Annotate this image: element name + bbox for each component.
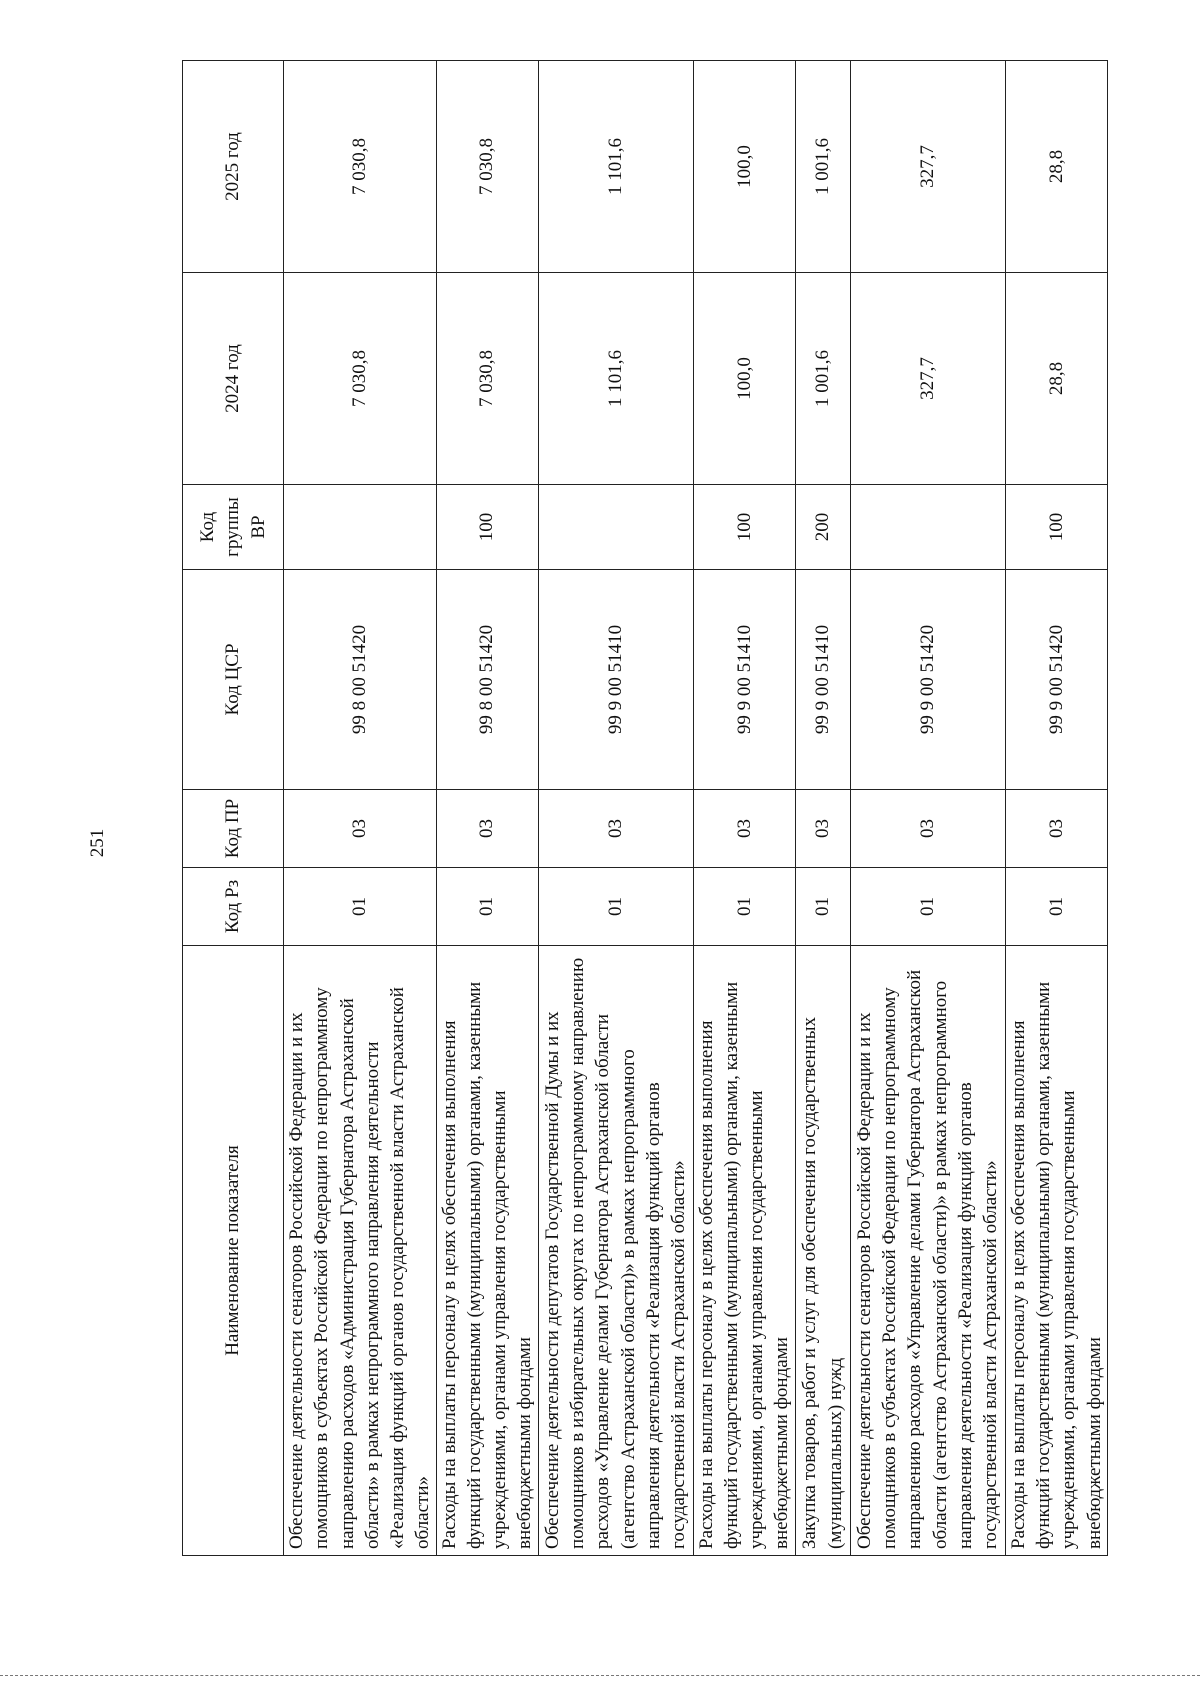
table-row xyxy=(538,61,693,1556)
row-name: Обеспечение деятельности депутатов Государственной Думы и их помощников в избирательных округах по непрограммному направлению расходов «Управление делами Губернатора Астраханской области (агентство Астраханской области)» в рамках непрограммного направления деятельности «Реализация функций органов государственной власти Астраханской области» xyxy=(538,946,693,1556)
row-csr: 99 8 00 51420 xyxy=(284,570,437,790)
row-pr: 03 xyxy=(693,790,795,868)
row-2025: 7 030,8 xyxy=(284,61,437,273)
rotated-table-container xyxy=(182,61,1105,1556)
row-name: Закупка товаров, работ и услуг для обеспечения государственных (муниципальных) нужд xyxy=(795,946,850,1556)
row-pr: 03 xyxy=(284,790,437,868)
row-rz: 01 xyxy=(693,868,795,946)
row-name: Расходы на выплаты персоналу в целях обеспечения выполнения функций государственными (муниципальными) органами, казенными учреждениями, органами управления государственными внебюджетными фондами xyxy=(693,946,795,1556)
header-vr: Код группы ВР xyxy=(183,485,284,570)
table-row xyxy=(1005,61,1107,1556)
budget-table xyxy=(182,60,1108,1556)
row-pr: 03 xyxy=(850,790,1005,868)
row-csr: 99 9 00 51420 xyxy=(1005,570,1107,790)
row-pr: 03 xyxy=(795,790,850,868)
row-2024: 327,7 xyxy=(850,273,1005,485)
row-2024: 7 030,8 xyxy=(436,273,538,485)
row-vr xyxy=(284,485,437,570)
row-2025: 28,8 xyxy=(1005,61,1107,273)
row-vr xyxy=(850,485,1005,570)
row-name: Обеспечение деятельности сенаторов Российской Федерации и их помощников в субъектах Российской Федерации по непрограммному направлению расходов «Управление делами Губернатора Астраханской области (агентство Астраханской области)» в рамках непрограммного направления деятельности «Реализация функций органов государственной власти Астраханской области» xyxy=(850,946,1005,1556)
table-row xyxy=(436,61,538,1556)
row-csr: 99 9 00 51410 xyxy=(795,570,850,790)
table-row xyxy=(795,61,850,1556)
row-rz: 01 xyxy=(1005,868,1107,946)
row-rz: 01 xyxy=(436,868,538,946)
row-2025: 100,0 xyxy=(693,61,795,273)
row-csr: 99 9 00 51410 xyxy=(693,570,795,790)
row-2024: 28,8 xyxy=(1005,273,1107,485)
row-2025: 1 001,6 xyxy=(795,61,850,273)
row-2025: 1 101,6 xyxy=(538,61,693,273)
row-vr: 200 xyxy=(795,485,850,570)
table-header-row xyxy=(183,61,284,1556)
row-2024: 7 030,8 xyxy=(284,273,437,485)
row-name: Расходы на выплаты персоналу в целях обеспечения выполнения функций государственными (муниципальными) органами, казенными учреждениями, органами управления государственными внебюджетными фондами xyxy=(436,946,538,1556)
row-rz: 01 xyxy=(538,868,693,946)
row-pr: 03 xyxy=(436,790,538,868)
row-2025: 327,7 xyxy=(850,61,1005,273)
row-2024: 1 101,6 xyxy=(538,273,693,485)
row-vr xyxy=(538,485,693,570)
row-vr: 100 xyxy=(436,485,538,570)
row-csr: 99 9 00 51410 xyxy=(538,570,693,790)
row-rz: 01 xyxy=(850,868,1005,946)
row-rz: 01 xyxy=(284,868,437,946)
table-row xyxy=(693,61,795,1556)
row-csr: 99 8 00 51420 xyxy=(436,570,538,790)
row-name: Расходы на выплаты персоналу в целях обеспечения выполнения функций государственными (муниципальными) органами, казенными учреждениями, органами управления государственными внебюджетными фондами xyxy=(1005,946,1107,1556)
table-row xyxy=(284,61,437,1556)
header-csr: Код ЦСР xyxy=(183,570,284,790)
row-pr: 03 xyxy=(538,790,693,868)
table-row xyxy=(850,61,1005,1556)
header-2024: 2024 год xyxy=(183,273,284,485)
bottom-divider xyxy=(0,1675,1200,1676)
header-rz: Код Рз xyxy=(183,868,284,946)
row-vr: 100 xyxy=(693,485,795,570)
header-pr: Код ПР xyxy=(183,790,284,868)
row-2024: 1 001,6 xyxy=(795,273,850,485)
row-csr: 99 9 00 51420 xyxy=(850,570,1005,790)
row-rz: 01 xyxy=(795,868,850,946)
header-2025: 2025 год xyxy=(183,61,284,273)
header-name: Наименование показателя xyxy=(183,946,284,1556)
row-pr: 03 xyxy=(1005,790,1107,868)
row-vr: 100 xyxy=(1005,485,1107,570)
row-name: Обеспечение деятельности сенаторов Российской Федерации и их помощников в субъектах Российской Федерации по непрограммному направлению расходов «Администрация Губернатора Астраханской области» в рамках непрограммного направления деятельности «Реализация функций органов государственной власти Астраханской области» xyxy=(284,946,437,1556)
page-number: 251 xyxy=(87,828,108,858)
row-2025: 7 030,8 xyxy=(436,61,538,273)
row-2024: 100,0 xyxy=(693,273,795,485)
